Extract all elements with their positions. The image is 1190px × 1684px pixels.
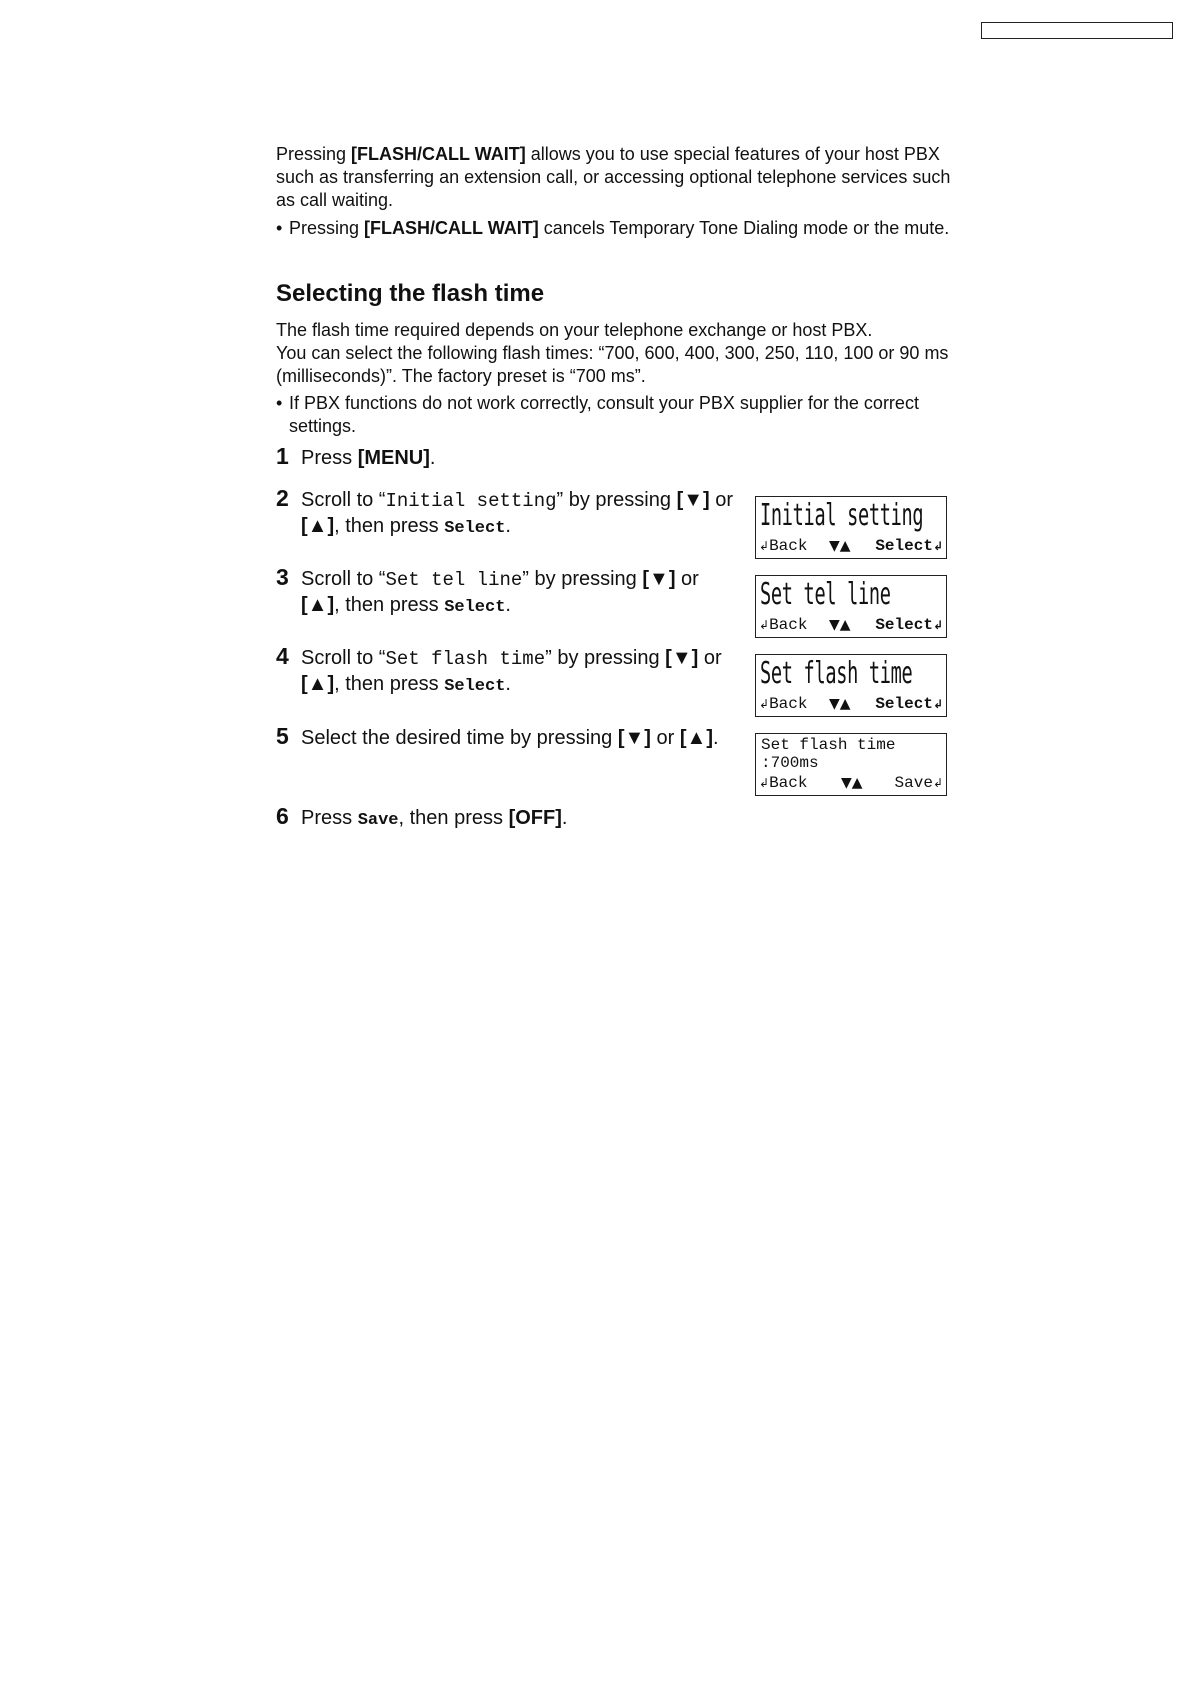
intro-section bbox=[276, 143, 966, 240]
lcd-line-1: Set flash time bbox=[760, 656, 913, 691]
lcd-softkey-bar bbox=[759, 616, 943, 634]
section-title: Selecting the flash time bbox=[276, 280, 545, 307]
step-6: 6 Press Save, then press [OFF]. bbox=[276, 803, 568, 830]
lcd-select: Select↲ bbox=[875, 695, 943, 713]
section-bullet: • If PBX functions do not work correctly, consult your PBX supplier for the correct settings. bbox=[276, 393, 919, 436]
lcd-line-1: Set flash time bbox=[761, 736, 896, 754]
enter-arrow-icon: ↲ bbox=[932, 618, 943, 632]
lcd-display-flash-time-value bbox=[755, 733, 947, 796]
step-1: 1 Press [MENU]. bbox=[276, 443, 436, 469]
lcd-back: ↲Back bbox=[759, 537, 808, 555]
lcd-softkey-bar bbox=[759, 774, 943, 792]
lcd-back: ↲Back bbox=[759, 695, 808, 713]
lcd-display-initial-setting bbox=[755, 496, 947, 559]
back-arrow-icon: ↲ bbox=[759, 539, 770, 553]
lcd-line-1: Initial setting bbox=[760, 498, 924, 533]
intro-paragraph: Pressing [FLASH/CALL WAIT] allows you to use special features of your host PBX such as transferring an extension call, or accessing optional telephone services such as call waiting. bbox=[276, 144, 951, 210]
section-paragraph-2: You can select the following flash times: “700, 600, 400, 300, 250, 110, 100 or 90 ms (milliseconds)”. The factory preset is “700 ms”. bbox=[276, 343, 949, 386]
lcd-softkey-bar bbox=[759, 537, 943, 555]
section-body bbox=[276, 319, 966, 438]
section-paragraph-1: The flash time required depends on your telephone exchange or host PBX. bbox=[276, 320, 873, 340]
navigator-arrows-icon: ▼▲ bbox=[829, 696, 851, 712]
back-arrow-icon: ↲ bbox=[759, 776, 770, 790]
navigator-arrows-icon: ▼▲ bbox=[829, 617, 851, 633]
step-2: 2 Scroll to “Initial setting” by pressing [▼] or [▲], then press Select. bbox=[276, 485, 734, 538]
step-4: 4 Scroll to “Set flash time” by pressing [▼] or [▲], then press Select. bbox=[276, 643, 722, 696]
back-arrow-icon: ↲ bbox=[759, 618, 770, 632]
step-5: 5 Select the desired time by pressing [▼] or [▲]. bbox=[276, 723, 719, 749]
lcd-line-1: Set tel line bbox=[760, 577, 891, 612]
lcd-back: ↲Back bbox=[759, 774, 808, 792]
lcd-save: Save↲ bbox=[894, 774, 943, 792]
back-arrow-icon: ↲ bbox=[759, 697, 770, 711]
lcd-line-2: :700ms bbox=[761, 754, 819, 772]
navigator-arrows-icon: ▼▲ bbox=[841, 775, 863, 791]
lcd-select: Select↲ bbox=[875, 537, 943, 555]
enter-arrow-icon: ↲ bbox=[932, 697, 943, 711]
lcd-softkey-bar bbox=[759, 695, 943, 713]
enter-arrow-icon: ↲ bbox=[932, 539, 943, 553]
lcd-select: Select↲ bbox=[875, 616, 943, 634]
lcd-display-set-tel-line bbox=[755, 575, 947, 638]
lcd-back: ↲Back bbox=[759, 616, 808, 634]
lcd-display-set-flash-time bbox=[755, 654, 947, 717]
navigator-arrows-icon: ▼▲ bbox=[829, 538, 851, 554]
header-box bbox=[981, 22, 1173, 39]
intro-bullet: • Pressing [FLASH/CALL WAIT] cancels Temporary Tone Dialing mode or the mute. bbox=[276, 218, 950, 238]
step-3: 3 Scroll to “Set tel line” by pressing [▼] or [▲], then press Select. bbox=[276, 564, 699, 617]
enter-arrow-icon: ↲ bbox=[932, 776, 943, 790]
